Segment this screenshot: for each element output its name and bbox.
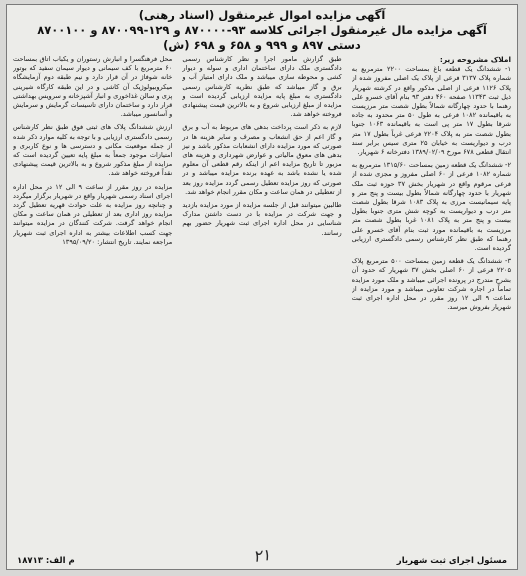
- paragraph: ۳- ششدانگ یک قطعه زمین بمساحت ۵۰۰ مترمربع پلاک ۲۲۰۵ فرعی از ۶۰ اصلی بخش ۳۷ شهریار که حدود آن بشرح مندرج در پرونده اجرائی میباشد و ملک مورد مزایده تماماً در اجاره شرکت تعاونی میباشد و مورد مزایده از ساعت ۹ الی ۱۲ روز مقرر در محل اداره اجرای ثبت شهریار بفروش میرسد.: [351, 257, 511, 312]
- paragraph: ۲- ششدانگ یک قطعه زمین بمساحت ۱۳۱۵/۶۰ مترمربع به شماره ۱۰۸۲ فرعی از ۶۰ اصلی مفروز و مجزی شده از فرعی مرقوم واقع در شهریار بخش ۳۷ حوزه ثبت ملک شهریار با حدود چهارگانه شمالاً بطول بیست و پنج متر و پایه سیمانیست مرزی به پلاک ۱۰۸۳ شرقا بطول شصت متر درب و دیواریست به کوچه شش متری جنوبا بطول بیست و پنج متر به پلاک ۱۰۸۱ غربا بطول شصت متر مرزیست به باقیمانده مورد ثبت بنام آقای خسرو علی رهنما که طبق نظر کارشناس رسمی دادگستری ارزیابی گردیده است.: [351, 161, 511, 253]
- ad-number: م الف: ۱۸۷۱۳: [17, 556, 75, 566]
- paragraph: طبق گزارش مامور اجرا و نظر کارشناس رسمی دادگستری ملک دارای ساختمان اداری و سوله و دیوار کشی و محوطه سازی میباشد و ملک دارای امتیاز آب و برق و گاز میباشد که طبق نظریه کارشناس رسمی دادگستری به مبلغ پایه مزایده ارزیابی گردیده است و مزایده از مبلغ ارزیابی شروع و به بالاترین قیمت پیشنهادی فروخته خواهد شد.: [182, 55, 342, 119]
- column-heading: املاک مشروحه زیر:: [439, 55, 511, 64]
- paragraph: طالبین میتوانند قبل از جلسه مزایده از مورد مزایده بازدید و جهت شرکت در مزایده با در دست داشتن مدارک شناسایی در محل اداره اجرای ثبت شهریار حضور بهم رسانند.: [182, 201, 342, 237]
- paragraph: لازم به ذکر است پرداخت بدهی های مربوط به آب و برق و گاز اعم از حق انشعاب و مصرف و سایر هزینه ها در صورتی که مورد مزایده دارای انشعابات مذکور باشد و نیز بدهی های معوق مالیاتی و عوارض شهرداری و هزینه های مزبور تا تاریخ مزایده اعم از اینکه رقم قطعی آن معلوم شده یا نشده باشد به عهده برنده مزایده میباشد و در صورتی که روز مزایده تعطیل رسمی گردد مزایده روز بعد از تعطیلی در همان ساعت و مکان مقرر انجام خواهد شد.: [182, 123, 342, 196]
- handwritten-mark: ۲۱: [251, 544, 272, 567]
- issuing-office: مسئول اجرای ثبت شهریار: [396, 556, 507, 566]
- notice-header: [7, 8, 517, 53]
- paragraph: مزایده در روز مقرر از ساعت ۹ الی ۱۲ در محل اداره اجرای اسناد رسمی شهریار واقع در شهریار برگزار میگردد و چنانچه روز مزایده به علت حوادث قهریه تعطیل گردد مزایده روز اداری بعد از تعطیلی در همان ساعت و مکان انجام خواهد گرفت. شرکت کنندگان در مزایده میتوانند جهت کسب اطلاعات بیشتر به اداره اجرای ثبت شهریار مراجعه نمایند. تاریخ انتشار: ۱۳۹۵/۰۹/۲۰: [13, 182, 173, 246]
- right-column: [352, 55, 511, 549]
- notice-case-numbers-cont: دستی ۸۹۷ و ۹۹۹ و ۶۵۸ و ۶۹۸ (ش): [163, 38, 361, 52]
- paragraph: محل فرهنگسرا و انبارش رستوران و یکباب اتاق بمساحت ۶۰ مترمربع با کف سیمانی و دیوار سیمان سفید که بوتور خانه شوفاژ در آن قرار دارد و نیم طبقه دوم آزمایشگاه میکروبیولوژیک آن کاشی و در این طبقه کارگاه شیرینی پزی و سالن غذاخوری و انبار آشپزخانه و سرویس بهداشتی قرار دارد و ساختمان دارای تاسیسات گرمایش و سرمایش و آسانسور میباشد.: [13, 55, 173, 119]
- notice-title: آگهی مزایده اموال غیرمنقول (اسناد رهنی): [138, 8, 386, 22]
- legal-notice-page: [6, 4, 518, 570]
- paragraph: ارزش ششدانگ پلاک های ثبتی فوق طبق نظر کارشناس رسمی دادگستری ارزیابی و با توجه به کلیه موارد ذکر شده از جمله موقعیت مکانی و دسترسی ها و نوع کاربری و امتیازات موجود جمعاً به مبلغ پایه تعیین گردیده است که مزایده از مبلغ مذکور شروع و به بالاترین قیمت پیشنهادی نقداً فروخته خواهد شد.: [13, 123, 173, 178]
- left-column: [13, 55, 172, 549]
- paragraph: ۱- ششدانگ یک قطعه باغ بمساحت ۲۲۰۰ مترمربع به شماره پلاک ۳۱۳۷ فرعی از پلاک یک اصلی مفروز شده از پلاک ۱۱۲۶ فرعی از اصلی مذکور واقع در کرشته شهریار ذیل ثبت ۱۱۳۴۳ صفحه ۴۶۰ دفتر ۹۳ بنام آقای خسرو علی رهنما با حدود چهارگانه شمالاً بطول شصت متر مرزیست به باقیمانده ۱۰۸۲ فرعی به طول ۵۰ متر محدود به جاده شرقا بطول ۱۷ متر پی است به باقیمانده ۱۰۶۳ جنوبا بطول شصت متر به پلاک ۲۲۰۴ فرعی غرباً بطول ۱۷ متر درب و دیواریست به خیابان ۲۵ متری سیس برابر سند انتقال قطعی ۶۷۸ مورخ ۱۳۸۹/۰۲/۰۹ دفترخانه ۶ شهریار.: [351, 65, 511, 157]
- middle-column: [182, 55, 341, 549]
- notice-case-numbers: آگهی مزایده مال غیرمنقول اجرائی کلاسه ۹۳-۸۷۰۰۰۰ و ۱۲۹-۸۷۰۰۹۹ و ۸۷۰۰۱۰۰: [37, 23, 487, 37]
- notice-body: [13, 55, 511, 549]
